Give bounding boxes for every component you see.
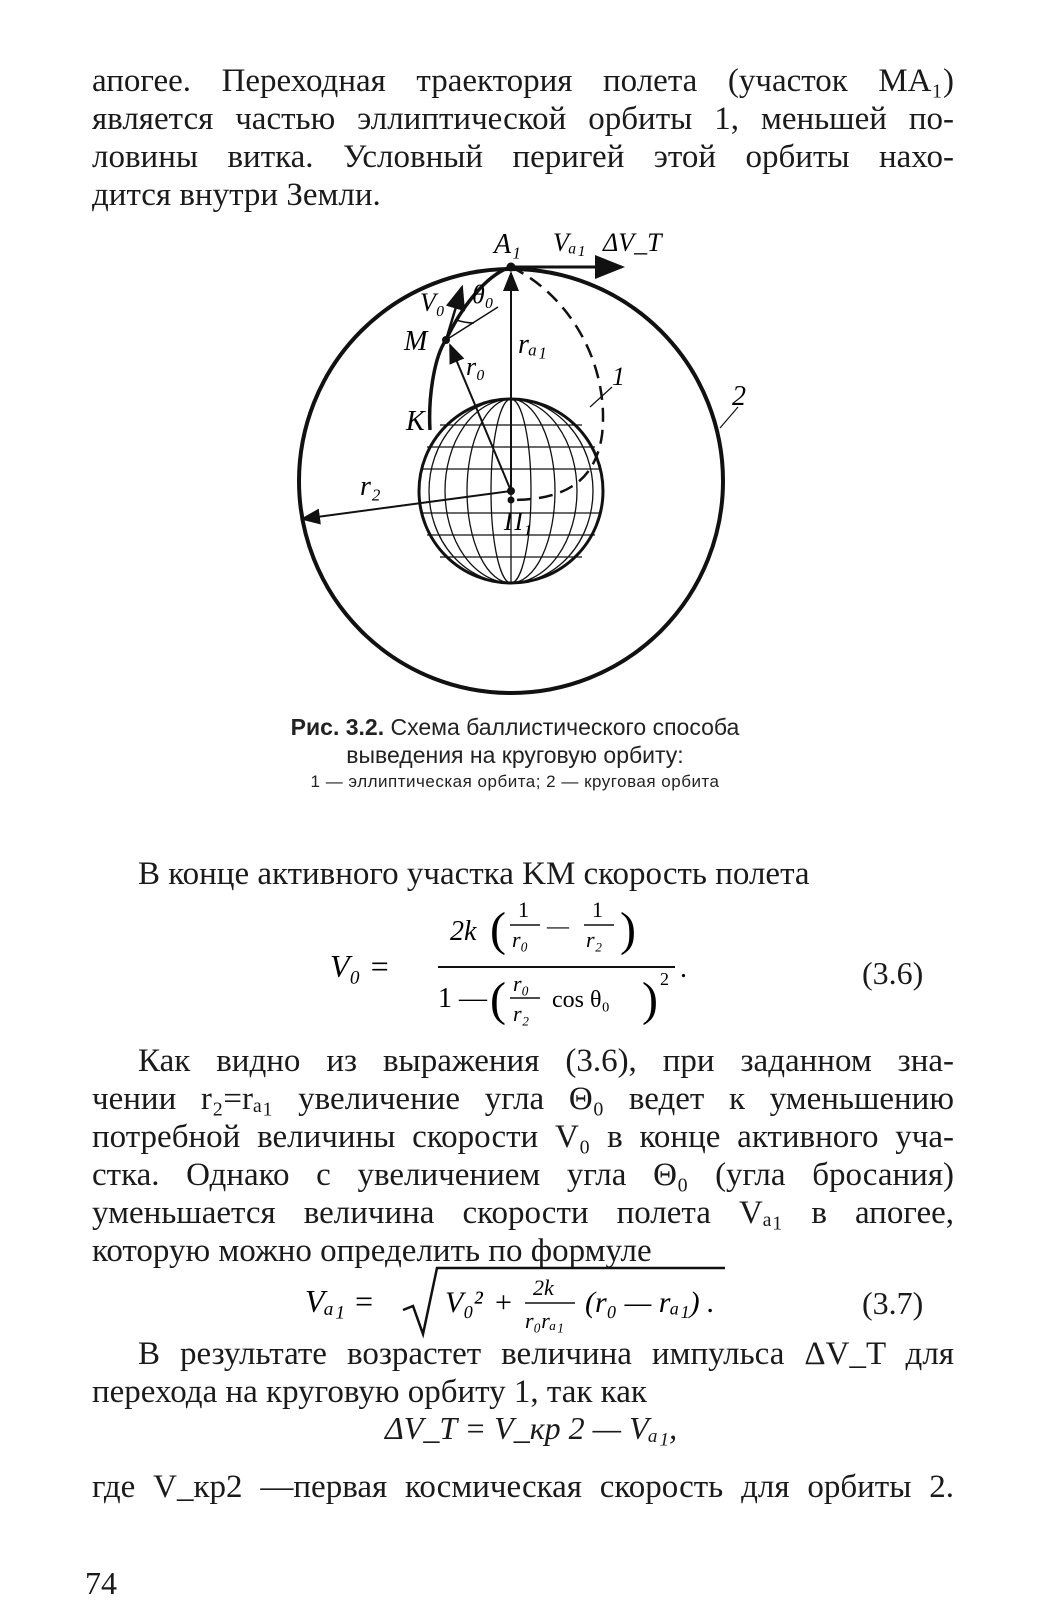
label-a1: A₁	[494, 229, 521, 260]
text-line: В конце активного участка KM скорость полета	[138, 856, 810, 892]
eq37-v0sq: V₀²	[445, 1286, 483, 1319]
eq36-r0-b: r₀	[513, 971, 530, 996]
eq37-plus: +	[495, 1286, 512, 1319]
paragraph-active-section	[92, 855, 954, 893]
eq36-paren-left2: (	[490, 973, 506, 1026]
eq36-minus: —	[547, 913, 569, 938]
caption-prefix: Рис. 3.2.	[290, 714, 385, 740]
text-line: дится внутри Земли.	[92, 177, 381, 213]
point-center	[507, 487, 515, 495]
page-number: 74	[85, 1565, 117, 1601]
eq36-paren-right: )	[620, 903, 636, 956]
caption-text	[270, 713, 760, 769]
eq36-one-a: 1	[518, 897, 529, 922]
eq37-number: (3.7)	[862, 1285, 924, 1321]
eq36-square: 2	[660, 969, 669, 989]
point-a1	[507, 263, 516, 272]
text-line: уменьшается величина скорости полета Vₐ₁ в апогее,	[92, 1195, 954, 1231]
text-line: где V_кр2 —первая космическая скорость для орбиты 2.	[92, 1469, 954, 1505]
eq36-cos: cos θ₀	[552, 987, 610, 1013]
text-line: которую можно определить по формуле	[92, 1233, 652, 1269]
theta-arc	[456, 320, 474, 323]
eq36-number: (3.6)	[862, 955, 924, 991]
eq37-frac-den: r₀rₐ₁	[525, 1308, 564, 1333]
text-line: перехода на круговую орбиту 1, так как	[92, 1374, 647, 1410]
label-k: K	[406, 406, 425, 437]
caption-body: Схема баллистического способа выведения на круговую орбиту:	[346, 714, 740, 768]
eq36-2k: 2k	[450, 916, 477, 947]
figure-caption	[270, 713, 760, 792]
eq36-dot: .	[680, 953, 687, 984]
r2-radius	[302, 491, 511, 519]
label-v0: V₀	[420, 288, 445, 317]
eq36-one-b: 1	[592, 897, 603, 922]
eq37-paren: (r₀ — rₐ₁) .	[585, 1286, 715, 1319]
eq36-paren-right2: )	[642, 973, 658, 1026]
eq36-r2-a: r₂	[586, 927, 603, 952]
label-theta0: θ₀	[472, 280, 494, 309]
text-line: ловины витка. Условный перигей этой орбиты нахо-	[92, 139, 954, 175]
label-va1: Vₐ₁	[553, 228, 586, 257]
eq36-one-minus: 1 —	[438, 983, 487, 1014]
text-line: стка. Однако с увеличением угла Θ₀ (угла бросания)	[92, 1157, 954, 1193]
text-line: потребной величины скорости V₀ в конце активного уча-	[92, 1119, 954, 1155]
text-line: апогее. Переходная траектория полета (участок MA₁)	[92, 63, 954, 99]
text-line: является частью эллиптической орбиты 1, меньшей по-	[92, 101, 954, 137]
eq36-lhs: V₀ =	[330, 948, 391, 984]
paragraph-result	[92, 1335, 954, 1411]
label-orbit-2: 2	[732, 381, 746, 412]
orbit-diagram	[270, 225, 770, 705]
point-m	[442, 336, 450, 344]
eq36-paren-left: (	[490, 903, 506, 956]
label-p1: П₁	[504, 507, 532, 536]
eq37-lhs: Vₐ₁ =	[305, 1283, 375, 1319]
point-p1	[508, 497, 515, 504]
label-m: M	[404, 326, 428, 357]
text-line: В результате возрастет величина импульса ΔV_T для	[138, 1336, 954, 1372]
label-r2: r₂	[360, 471, 381, 502]
eq36-r0-a: r₀	[512, 927, 529, 952]
text-line: Как видно из выражения (3.6), при заданном зна-	[138, 1043, 954, 1079]
caption-legend: 1 — эллиптическая орбита; 2 — круговая орбита	[310, 772, 720, 791]
label-ra1: rₐ₁	[518, 329, 547, 360]
label-dvt: ΔV_T	[603, 228, 662, 257]
paragraph-definition	[92, 1468, 954, 1506]
paragraph-analysis	[92, 1042, 954, 1270]
eq36-r2-b: r₂	[513, 1001, 530, 1026]
label-orbit-1: 1	[612, 362, 625, 391]
intro-paragraph	[92, 62, 954, 214]
equation-3-8: ΔV_T = V_кр 2 — Vₐ₁,	[385, 1410, 678, 1446]
equation-3-6-formula	[330, 895, 710, 1035]
equation-3-7-formula	[305, 1262, 775, 1342]
label-r0: r₀	[466, 352, 486, 381]
text-line: чении r₂=rₐ₁ увеличение угла Θ₀ ведет к уменьшению	[92, 1081, 954, 1117]
eq37-frac-num: 2k	[533, 1275, 554, 1300]
